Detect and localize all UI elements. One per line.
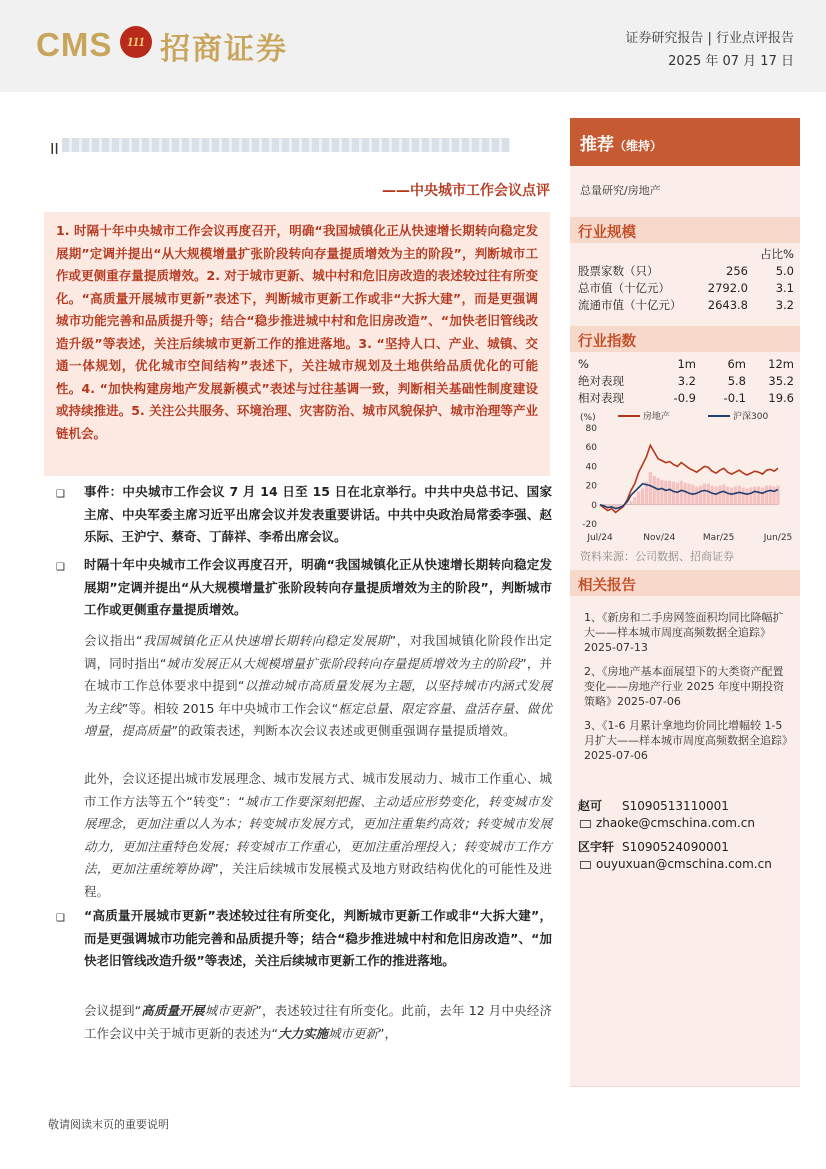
chart-bar <box>757 487 760 505</box>
related-reports <box>584 610 790 772</box>
rating: 推荐（维持） <box>580 135 663 155</box>
chart-bar <box>761 488 764 505</box>
x-tick-label: Nov/24 <box>643 533 676 543</box>
chart-bar <box>765 486 768 505</box>
point-paragraph-2: “高质量开展城市更新”表述较过往有所变化，判断城市更新工作或非“大拆大建”，而是更强调城市功能完善和品质提升等；结合“稳步推进城中村和危旧房改造”、“加快老旧管线改造升级”等表述，关注后续城市更新工作的推进落地。 <box>84 908 552 968</box>
report-date: 2025 年 07 月 17 日 <box>668 54 794 69</box>
chart-bar <box>738 486 741 505</box>
report-link[interactable]: 1、《新房和二手房网签面积均同比降幅扩大——样本城市周度高频数据全追踪》2025-07-13 <box>584 611 784 654</box>
summary-text: 1. 时隔十年中央城市工作会议再度召开，明确“我国城镇化正从快速增长期转向稳定发展期”定调并提出“从大规模增量扩张阶段转向存量提质增效为主的阶段”，判断城市工作或更侧重存量提质增效。2. 对于城市更新、城中村和危旧房改造的表述较过往有所变化。“高质量开展城市更新”表述下，判断城市更新工作或非“大拆大建”，而是更强调城市功能完善和品质提升等；结合“稳步推进城中村和危旧房改造”、“加快老旧管线改造升级”等表述，关注后续城市更新工作的推进落地。3. “坚持人口、产业、城镇、交通一体规划，优化城市空间结构”表述下，关注城市规划及土地供给品质优化的可能性。4. “加快构建房地产发展新模式”表述与过往基调一致，判断相关基础性制度建设或持续推进。5. 关注公共服务、环境治理、灾害防治、城市风貌保护、城市治理等产业链机会。 <box>56 223 538 441</box>
report-link[interactable]: 2、《房地产基本面展望下的大类资产配置变化——房地产行业 2025 年度中期投资策略》2025-07-06 <box>584 665 784 708</box>
chart-bar <box>629 501 632 505</box>
analyst-2: 区宇轩 S1090524090001 <box>578 840 729 854</box>
body-paragraph-2: 此外，会议还提出城市发展理念、城市发展方式、城市发展动力、城市工作重心、城市工作方法等五个“转变”：“城市工作要深刻把握、主动适应形势变化，转变城市发展理念，更加注重以人为本；转变城市发展方式，更加注重集约高效；转变城市发展动力，更加注重特色发展；转变城市工作重心，更加注重治理投入；转变城市工作方法，更加注重统筹协调”，关注后续城市发展模式及地方财政结构优化的可能性及进程。 <box>84 771 552 899</box>
chart-bar <box>773 487 776 505</box>
analyst-1: 赵可 S1090513110001 <box>578 799 729 813</box>
chart-bar <box>684 483 687 505</box>
y-tick-label: 0 <box>591 500 597 511</box>
body-paragraph-1: 会议指出“我国城镇化正从快速增长期转向稳定发展期”，对我国城镇化阶段作出定调，同时指出“城市发展正从大规模增量扩张阶段转向存量提质增效为主的阶段”，并在城市工作总体要求中提到“以推动城市高质量发展为主题，以坚持城市内涵式发展为主线”等。相较 2015 年中央城市工作会议“框定总量、限定容量、盘活存量、做优增量，提高质量”的政策表述，判断本次会议表述或更侧重强调存量提质增效。 <box>84 633 552 738</box>
chart-bar <box>672 482 675 505</box>
chart-bar <box>649 472 652 505</box>
y-tick-label: -20 <box>582 520 597 530</box>
scale-header-pct: 占比% <box>760 247 794 261</box>
chart-bar <box>656 478 659 505</box>
report-link[interactable]: 3、《1-6 月累计拿地均价同比增幅较 1-5 月扩大——样本城市周度高频数据全追踪》2025-07-06 <box>584 719 788 762</box>
chart-bar <box>668 481 671 505</box>
summary-box <box>44 212 550 476</box>
x-tick-label: Mar/25 <box>702 533 735 543</box>
y-axis-label: (%) <box>580 413 596 423</box>
chart-bar <box>722 485 725 505</box>
section-title-index: 行业指数 <box>578 334 636 350</box>
y-tick-label: 60 <box>585 443 597 454</box>
body-paragraph-3: 会议提到“高质量开展城市更新”，表述较过往有所变化。此前，去年 12 月中央经济工作会议中关于城市更新的表述为“大力实施城市更新”， <box>84 1003 552 1041</box>
divider <box>570 1086 800 1087</box>
index-chart <box>578 406 796 546</box>
chart-bar <box>676 483 679 505</box>
analyst-2-email[interactable]: ouyuxuan@cmschina.com.cn <box>596 857 772 871</box>
chart-source: 资料来源：公司数据、招商证券 <box>580 550 734 563</box>
y-tick-label: 20 <box>585 481 597 492</box>
logo-badge-icon: 111 <box>120 26 152 58</box>
chart-bar <box>680 481 683 505</box>
table-row: 流通市值（十亿元） 2643.8 3.2 <box>578 298 794 312</box>
y-tick-label: 80 <box>585 424 597 434</box>
analyst-1-email[interactable]: zhaoke@cmschina.com.cn <box>596 816 755 830</box>
chart-bar <box>707 484 710 505</box>
chart-bar <box>718 486 721 505</box>
bullet-icon: ❑ <box>56 562 65 573</box>
point-paragraph-1: 时隔十年中央城市工作会议再度召开，明确“我国城镇化正从快速增长期转向稳定发展期”定调并提出“从大规模增量扩张阶段转向存量提质增效为主的阶段”，判断城市工作或更侧重存量提质增效。 <box>84 557 552 617</box>
redacted-title <box>62 138 510 152</box>
table-row: 股票家数（只） 256 5.0 <box>578 264 794 278</box>
table-row: 相对表现 -0.9 -0.1 19.6 <box>578 391 794 405</box>
x-tick-label: Jun/25 <box>763 533 793 543</box>
chart-bar <box>699 486 702 505</box>
bullet-icon: ❑ <box>56 913 65 924</box>
event-paragraph: 事件：中央城市工作会议 7 月 14 日至 15 日在北京举行。中共中央总书记、国家主席、中央军委主席习近平出席会议并发表重要讲话。中共中央政治局常委李强、赵乐际、王沪宁、蔡奇、丁薛祥、李希出席会议。 <box>84 484 552 544</box>
email-icon <box>580 820 591 828</box>
report-type: 证券研究报告 | 行业点评报告 <box>625 31 794 46</box>
sector-label: 总量研究/房地产 <box>580 184 661 197</box>
chart-svg <box>578 406 796 546</box>
chart-bar <box>641 488 644 504</box>
chart-bar <box>753 487 756 505</box>
index-table: % 1m 6m 12m 绝对表现 3.2 5.8 35.2 相对表现 -0.9 -0.1 19.6 <box>578 357 794 405</box>
x-tick-label: Jul/24 <box>587 533 613 543</box>
chart-bar <box>703 484 706 505</box>
table-row: 绝对表现 3.2 5.8 35.2 <box>578 374 794 388</box>
chart-bar <box>749 488 752 505</box>
section-title-scale: 行业规模 <box>578 225 636 241</box>
chart-bar <box>695 487 698 505</box>
doc-mark: II <box>50 140 59 158</box>
chart-bar <box>742 488 745 505</box>
legend-label: 房地产 <box>643 412 671 422</box>
chart-bar <box>745 488 748 504</box>
chart-bar <box>730 488 733 505</box>
chart-bar <box>637 491 640 504</box>
logo-cms: CMS <box>36 26 113 63</box>
logo-chinese-name: 招商证券 <box>160 32 288 67</box>
chart-bar <box>769 486 772 505</box>
chart-bar <box>633 497 636 505</box>
chart-bar <box>711 486 714 505</box>
chart-bar <box>664 481 667 505</box>
table-row: 总市值（十亿元） 2792.0 3.1 <box>578 281 794 295</box>
y-tick-label: 40 <box>585 462 597 473</box>
page-header <box>0 0 826 92</box>
scale-table <box>578 246 794 314</box>
chart-bar <box>610 505 613 506</box>
chart-bar <box>660 480 663 505</box>
chart-bar <box>726 487 729 505</box>
footer-note: 敬请阅读末页的重要说明 <box>48 1118 169 1131</box>
section-title-reports: 相关报告 <box>578 578 636 594</box>
chart-bar <box>734 487 737 505</box>
report-subtitle: ——中央城市工作会议点评 <box>382 183 550 199</box>
chart-bar <box>653 476 656 505</box>
email-icon <box>580 861 591 869</box>
chart-bar <box>776 486 779 505</box>
bullet-icon: ❑ <box>56 489 65 500</box>
chart-bar <box>714 487 717 505</box>
legend-label: 沪深300 <box>733 412 769 422</box>
